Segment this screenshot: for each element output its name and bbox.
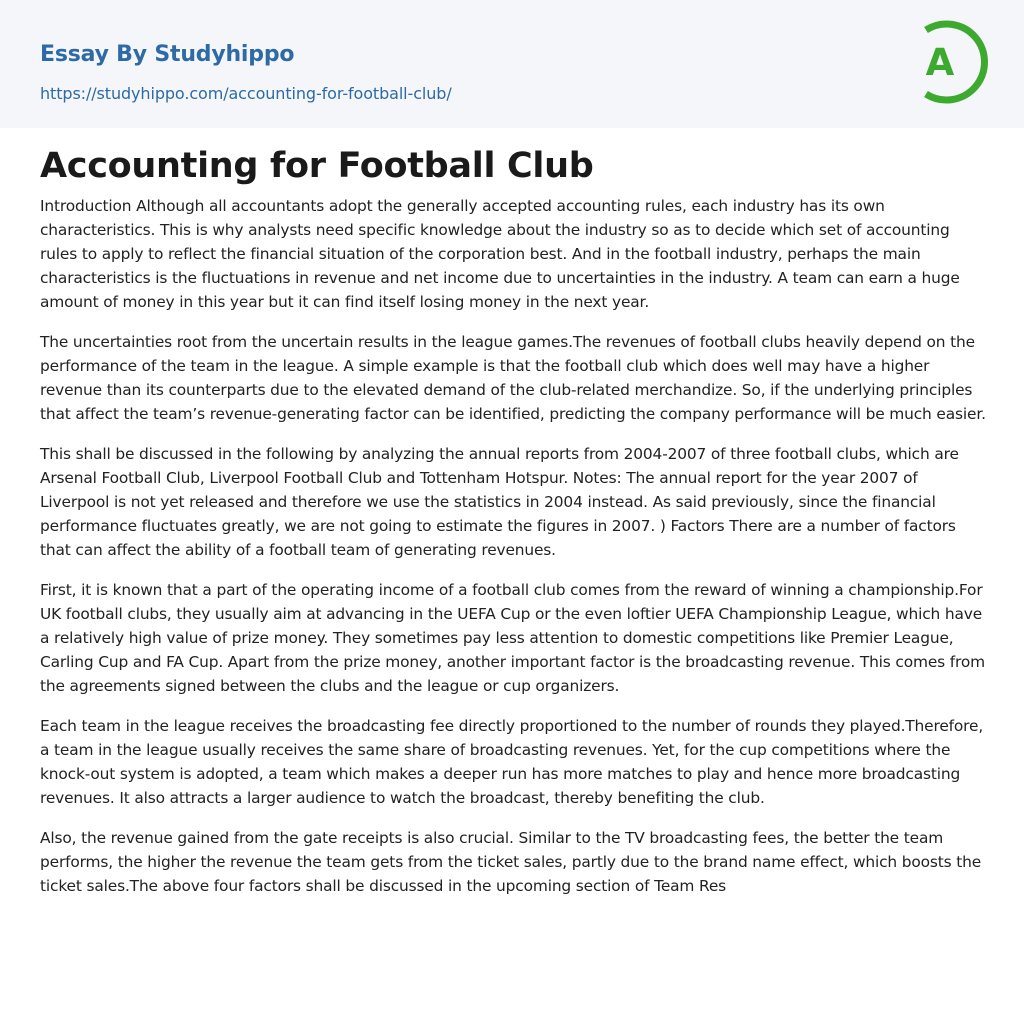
page-header bbox=[0, 0, 1024, 128]
paragraph: Introduction Although all accountants adopt the generally accepted accounting rules, each industry has its own characteristics. This is why analysts need specific knowledge about the industry so as to decide which set of accounting rules to apply to reflect the financial situation of the corporation best. And in the football industry, perhaps the main characteristics is the fluctuations in revenue and net income due to uncertainties in the industry. A team can earn a huge amount of money in this year but it can find itself losing money in the next year. bbox=[40, 197, 960, 311]
source-url-link[interactable]: https://studyhippo.com/accounting-for-football-club/ bbox=[40, 84, 452, 103]
paragraph: The uncertainties root from the uncertain results in the league games.The revenues of football clubs heavily depend on the performance of the team in the league. A simple example is that the football club which does well may have a higher revenue than its counterparts due to the elevated demand of the club-related merchandize. So, if the underlying principles that affect the team’s revenue-generating factor can be identified, predicting the company performance will be much easier. bbox=[40, 333, 986, 423]
studyhippo-logo-icon[interactable] bbox=[908, 18, 988, 106]
paragraph: Also, the revenue gained from the gate receipts is also crucial. Similar to the TV broadcasting fees, the better the team performs, the higher the revenue the team gets from the ticket sales, partly due to the brand name effect, which boosts the ticket sales.The above four factors shall be discussed in the upcoming section of Team Res bbox=[40, 829, 982, 895]
paragraph: This shall be discussed in the following by analyzing the annual reports from 2004-2007 of three football clubs, which are Arsenal Football Club, Liverpool Football Club and Tottenham Hotspur. Notes: The annual report for the year 2007 of Liverpool is not yet released and therefore we use the statistics in 2004 instead. As said previously, since the financial performance fluctuates greatly, we are not going to estimate the figures in 2007. ) Factors There are a number of factors that can affect the ability of a football team of generating revenues. bbox=[40, 445, 959, 559]
page-title: Accounting for Football Club bbox=[40, 146, 594, 186]
site-brand[interactable]: Essay By Studyhippo bbox=[40, 42, 295, 67]
paragraph: Each team in the league receives the broadcasting fee directly proportioned to the number of rounds they played.Therefore, a team in the league usually receives the same share of broadcasting revenues. Yet, for the cup competitions where the knock-out system is adopted, a team which makes a deeper run has more matches to play and hence more broadcasting revenues. It also attracts a larger audience to watch the broadcast, thereby benefiting the club. bbox=[40, 717, 984, 807]
logo-letter: A bbox=[925, 41, 955, 84]
article-body bbox=[40, 194, 986, 914]
paragraph: First, it is known that a part of the operating income of a football club comes from the reward of winning a championship.For UK football clubs, they usually aim at advancing in the UEFA Cup or the even loftier UEFA Championship League, which have a relatively high value of prize money. They sometimes pay less attention to domestic competitions like Premier League, Carling Cup and FA Cup. Apart from the prize money, another important factor is the broadcasting revenue. This comes from the agreements signed between the clubs and the league or cup organizers. bbox=[40, 581, 985, 695]
